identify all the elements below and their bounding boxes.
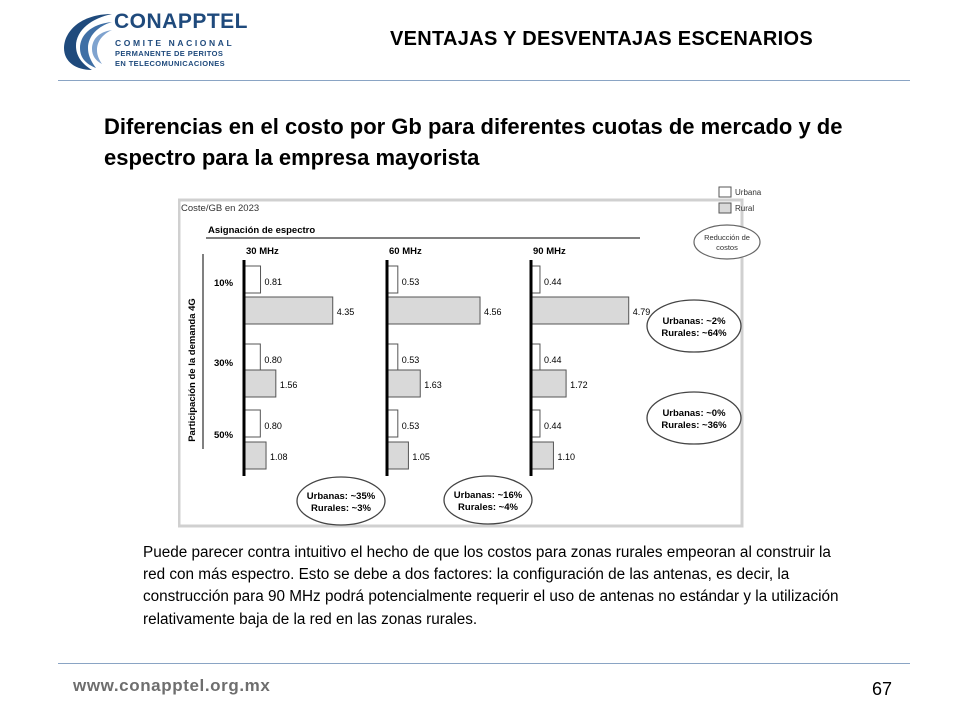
chart-svg xyxy=(178,184,768,528)
value-label-rural: 1.05 xyxy=(412,452,430,462)
chart-title: Coste/GB en 2023 xyxy=(181,203,260,214)
bar-urbana xyxy=(387,266,398,293)
legend-swatch-rural xyxy=(719,203,731,213)
reduction-legend-line2: costos xyxy=(716,243,738,252)
bar-rural xyxy=(244,442,266,469)
panel-label: 90 MHz xyxy=(533,246,566,257)
value-label-urbana: 0.81 xyxy=(264,277,283,287)
logo-emblem-icon xyxy=(62,8,114,74)
panel-label: 30 MHz xyxy=(246,246,279,257)
value-label-urbana: 0.53 xyxy=(401,355,420,365)
reduction-annotation-rurales: Rurales: ~64% xyxy=(661,328,727,339)
value-label-rural: 4.79 xyxy=(632,307,651,317)
reduction-annotation-urbanas: Urbanas: ~0% xyxy=(662,408,726,419)
bar-rural xyxy=(531,370,566,397)
category-label: 50% xyxy=(214,430,234,441)
bar-urbana xyxy=(244,266,261,293)
logo-line-2: PERMANENTE DE PERITOS xyxy=(115,49,224,58)
value-label-urbana: 0.80 xyxy=(264,421,282,431)
value-label-urbana: 0.80 xyxy=(264,355,282,365)
bar-urbana xyxy=(244,344,260,371)
header-title: VENTAJAS Y DESVENTAJAS ESCENARIOS xyxy=(390,28,813,50)
reduction-annotation-rurales: Rurales: ~36% xyxy=(661,420,727,431)
bar-urbana xyxy=(244,410,260,437)
value-label-urbana: 0.53 xyxy=(401,277,420,287)
value-label-rural: 1.10 xyxy=(557,452,575,462)
bar-urbana xyxy=(387,344,398,371)
slide-title: Diferencias en el costo por Gb para diferentes cuotas de mercado y de espectro para la empresa mayorista xyxy=(104,114,843,170)
footer-url[interactable]: www.conapptel.org.mx xyxy=(73,676,271,695)
reduction-annotation-rurales: Rurales: ~3% xyxy=(311,503,371,514)
bar-rural xyxy=(387,370,420,397)
reduction-annotation-urbanas: Urbanas: ~16% xyxy=(453,490,523,501)
reduction-annotation-urbanas: Urbanas: ~35% xyxy=(306,491,376,502)
cost-per-gb-chart xyxy=(178,184,768,528)
explanation-paragraph: Puede parecer contra intuitivo el hecho de que los costos para zonas rurales empeoran al construir la red con más espectro. Esto se debe a dos factores: la configuración de las antenas, es decir, la construcción para 90 MHz podrá potencialmente requerir el uso de antenas no estándar y la utilización relativamente baja de la red en las zonas rurales. xyxy=(143,544,839,628)
reduction-legend-line1: Reducción de xyxy=(704,233,750,242)
value-label-rural: 1.63 xyxy=(424,380,442,390)
bar-rural xyxy=(387,442,408,469)
reduction-annotation-rurales: Rurales: ~4% xyxy=(458,502,518,513)
spectrum-header: Asignación de espectro xyxy=(208,225,316,236)
category-label: 10% xyxy=(214,278,234,289)
bar-rural xyxy=(244,370,276,397)
value-label-urbana: 0.44 xyxy=(543,355,562,365)
value-label-rural: 1.72 xyxy=(570,380,588,390)
category-label: 30% xyxy=(214,358,234,369)
panel-label: 60 MHz xyxy=(389,246,422,257)
header-divider xyxy=(58,80,910,81)
value-label-rural: 1.56 xyxy=(279,380,298,390)
bar-rural xyxy=(531,297,629,324)
value-label-urbana: 0.44 xyxy=(543,277,562,287)
bar-urbana xyxy=(387,410,398,437)
bar-rural xyxy=(244,297,333,324)
value-label-urbana: 0.53 xyxy=(401,421,420,431)
reduction-legend-ellipse xyxy=(694,225,760,259)
legend-label-rural: Rural xyxy=(735,204,755,213)
footer-divider xyxy=(58,663,910,664)
logo-line-3: EN TELECOMUNICACIONES xyxy=(115,59,226,68)
conapptel-logo xyxy=(62,8,252,74)
legend-swatch-urbana xyxy=(719,187,731,197)
value-label-urbana: 0.44 xyxy=(543,421,562,431)
page-number: 67 xyxy=(872,679,893,699)
value-label-rural: 1.08 xyxy=(270,452,288,462)
bar-rural xyxy=(387,297,480,324)
value-label-rural: 4.35 xyxy=(336,307,355,317)
y-axis-label: Participación de la demanda 4G xyxy=(187,298,198,442)
logo-line-1: COMITE NACIONAL xyxy=(115,38,235,48)
legend-label-urbana: Urbana xyxy=(735,188,762,197)
logo-name: CONAPPTEL xyxy=(114,10,249,33)
reduction-annotation-urbanas: Urbanas: ~2% xyxy=(662,316,726,327)
bar-rural xyxy=(531,442,553,469)
value-label-rural: 4.56 xyxy=(484,307,502,317)
